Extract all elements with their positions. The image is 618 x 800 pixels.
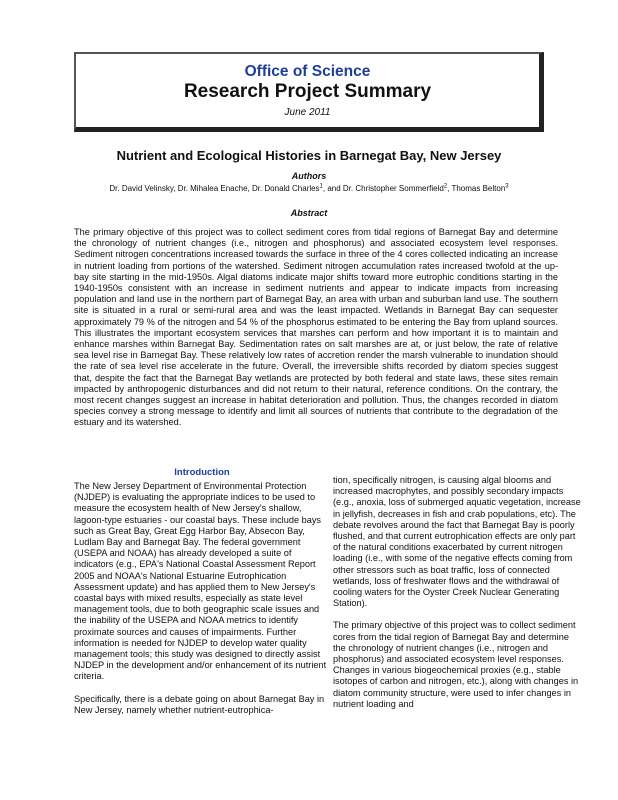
header-box [74, 52, 544, 132]
author-affiliation-3: 3 [505, 183, 509, 190]
author-names-1: Dr. David Velinsky, Dr. Mihalea Enache, Dr. Donald Charles [109, 184, 320, 193]
document-type: Research Project Summary [183, 81, 432, 102]
author-list [0, 183, 618, 194]
intro-paragraph-2: Specifically, there is a debate going on about Barnegat Bay in New Jersey, namely whether nutrient-eutrophica- [74, 693, 325, 715]
author-names-2: , and Dr. Christopher Sommerfield [322, 184, 444, 193]
intro-paragraph-4: The primary objective of this project was to collect sediment cores from the tidal region of Barnegat Bay and determine the chronology of nutrient changes (i.e., nitrogen and phosphorus) and associated ecosystem level responses. Changes in various biogeochemical proxies (e.g., stable isotopes of carbon and nitrogen, etc.), along with changes in diatom community structure, were used to infer changes in nutrient loading and [333, 620, 579, 709]
authors-heading: Authors [291, 171, 327, 181]
left-column [74, 467, 330, 716]
intro-paragraph-1: The New Jersey Department of Environmental Protection (NJDEP) is evaluating the appropriate indices to be used to measure the ecosystem health of New Jersey's shallow, lagoon-type estuaries - our coastal bays. These include bays such as Great Bay, Great Egg Harbor Bay, Absecon Bay, Ludlam Bay and Barnegat Bay. The federal government (USEPA and NOAA) has already developed a suite of indicators (e.g., EPA's National Coastal Assessment Report 2005 and NOAA's National Estuarine Eutrophication Assessment update) and has applied them to New Jersey's coastal bays with mixed results, especially as state level management tools, due to both geographic scale issues and the inability of the USEPA and NOAA metrics to identify proximate sources and causes of impairments. Further information is needed for NJDEP to develop water quality management tools; this study was designed to directly assist NJDEP in the development and/or enhancement of its nutrient criteria. [74, 481, 327, 682]
publication-date: June 2011 [284, 107, 331, 118]
author-names-3: , Thomas Belton [447, 184, 506, 193]
introduction-heading: Introduction [174, 467, 230, 478]
author-affiliation-1: 1 [319, 183, 323, 190]
abstract-heading: Abstract [290, 208, 328, 218]
right-column [333, 475, 583, 710]
page-title: Nutrient and Ecological Histories in Barnegat Bay, New Jersey [116, 148, 502, 163]
intro-paragraph-3: tion, specifically nitrogen, is causing algal blooms and increased macrophytes, and possibly secondary impacts (e.g., anoxia, loss of submerged aquatic vegetation, increase in jellyfish, decreases in fish and crab populations, etc). The debate revolves around the fact that Barnegat Bay is poorly flushed, and that current eutrophication effects are only part of the natural conditions exacerbated by current nitrogen loading (i.e., with some of the negative effects coming from other stressors such as boat traffic, loss of connected wetlands, loss of freshwater flows and the withdrawal of cooling waters for the Oyster Creek Nuclear Generating Station). [333, 475, 581, 609]
author-affiliation-2: 2 [443, 183, 448, 190]
abstract-text: The primary objective of this project was to collect sediment cores from tidal regions of Barnegat Bay and determine the chronology of nutrient changes (i.e., nitrogen and phosphorus) and associated ecosystem level responses. Sediment nitrogen concentrations increased towards the surface in three of the 4 cores collected indicating an increase in nutrient loading from portions of the watershed. Sediment nitrogen accumulation rates increased twofold at the up-bay site starting in the mid-1950s. Algal diatoms indicate major shifts toward more eutrophic conditions starting in the 1940-1950s consistent with an increase in sediment nutrients and appear to indicate impacts from increasing population and land use in the northern part of Barnegat Bay, an area with urban and suburban land use. The southern site is situated in a rural or semi-rural area and was the least impacted. Wetlands in Barnegat Bay can sequester approximately 79 % of the nitrogen and 54 % of the phosphorus estimated to be entering the Bay from upland sources. This illustrates the important ecosystem services that marshes can perform and how important it is to maintain and enhance marshes within Barnegat Bay. Sedimentation rates on salt marshes are at, or just below, the rate of relative sea level rise in Barnegat Bay. These relatively low rates of accretion render the marsh vulnerable to inundation should the rate of sea level rise accelerate in the future. Overall, the irreversible shifts recorded by diatom species suggest that, despite the fact that the Barnegat Bay wetlands are protected by both federal and state laws, these sites remain impacted by anthropogenic disturbances and did not return to their natural, reference conditions. On the contrary, the most recent changes suggest an increase in habitat deterioration and pollution. Thus, the changes recorded in diatom species convey a strong message to identify and limit all sources of nutrients that contribute to the degradation of the estuary and its watershed. [74, 227, 558, 428]
office-name: Office of Science [244, 63, 371, 80]
